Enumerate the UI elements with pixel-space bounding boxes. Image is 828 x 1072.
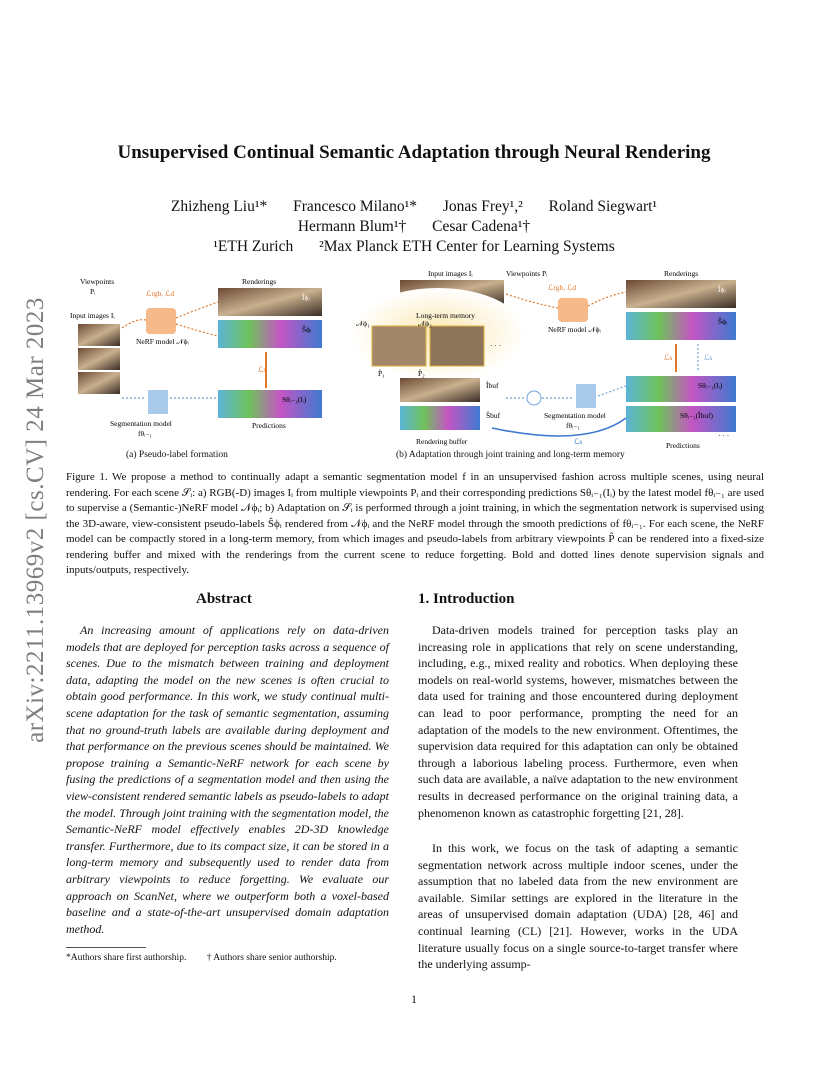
footnotes bbox=[66, 953, 389, 963]
label-b-i-hat: Îϕᵢ bbox=[718, 285, 726, 294]
introduction-heading: 1. Introduction bbox=[418, 591, 515, 607]
label-loss-rgb-d: ℒrgb, ℒd bbox=[146, 289, 175, 298]
label-s-pred: Sθᵢ₋₁(Iᵢ) bbox=[282, 395, 307, 404]
input-image-2 bbox=[78, 348, 120, 370]
author: Roland Siegwart¹ bbox=[548, 198, 658, 215]
b-arrow-buffer-to-seg bbox=[506, 386, 626, 398]
arrow-nerf-to-render bbox=[176, 302, 218, 318]
label-renderings: Renderings bbox=[242, 277, 277, 286]
label-b-ls-1: ℒs bbox=[664, 353, 673, 362]
arrow-input-to-nerf bbox=[122, 320, 146, 328]
prediction-image bbox=[218, 390, 322, 418]
label-n1: 𝒩ϕ₁ bbox=[356, 319, 370, 328]
intro-paragraph-1: Data-driven models trained for perception tasks play an increasing role in applications that rely on scene understanding, including, e.g., mixed reality and robotics. When deploying these models on real-world systems, however, mismatches between the data used for training and those encountered during deployment can lead to poor performance, prompting the need for an adaptation of the models to the new environment. Oftentimes, the supervision data required for this adaptation can only be obtained through a laborious labeling process. Furthermore, even when such data are available, a naïve adaptation to the new environment results in decreased performance on the original training data, a phenomenon known as catastrophic forgetting [21, 28]. bbox=[418, 623, 738, 820]
label-b-ls-2: ℒs bbox=[574, 437, 583, 446]
b-arrow-ls-buffer bbox=[492, 418, 626, 436]
segmentation-network-icon bbox=[148, 390, 168, 414]
label-b-viewpoints: Viewpoints Pᵢ bbox=[506, 269, 548, 278]
label-b-predictions: Predictions bbox=[666, 441, 700, 450]
label-b-seg-sym: fθᵢ₋₁ bbox=[566, 421, 580, 430]
author: Zhizheng Liu¹* bbox=[170, 198, 268, 215]
label-long-term-memory: Long-term memory bbox=[416, 311, 475, 320]
label-b-s-pred-1: Sθᵢ₋₁(Iᵢ) bbox=[698, 381, 723, 390]
input-image-1 bbox=[78, 324, 120, 346]
label-input-images: Input images Iᵢ bbox=[70, 311, 115, 320]
abstract-text: An increasing amount of applications rely on data-driven models that are deployed for perception tasks across a sequence of scenes. Due to the mismatch between training and deployment data, adapting the model on the new scenes is often crucial to obtain good performance. In this work, we study continual multi-scene adaptation for the task of semantic segmentation, assuming that no ground-truth labels are available during deployment and that performance on the previous scenes should be maintained. We propose training a Semantic-NeRF network for each scene by fusing the predictions of a segmentation model and then using the view-consistent rendered semantic labels as pseudo-labels to adapt the model. Through joint training with the segmentation model, the Semantic-NeRF model effectively enables 2D-3D knowledge transfer. Furthermore, due to its compact size, it can be stored in a long-term memory and subsequently used to render data from arbitrary viewpoints to reduce forgetting. We evaluate our approach on ScanNet, where we outperform both a voxel-based baseline and a state-of-the-art unsupervised domain adaptation method. bbox=[66, 623, 389, 936]
label-rendering-buffer: Rendering buffer bbox=[416, 437, 468, 446]
author: Cesar Cadena¹† bbox=[432, 218, 531, 235]
abstract-heading: Abstract bbox=[196, 591, 252, 607]
mix-symbol bbox=[527, 391, 541, 405]
authors-line-2 bbox=[60, 218, 768, 236]
label-b-dots-2: · · · bbox=[718, 431, 730, 440]
label-nerf-model: NeRF model 𝒩ϕᵢ bbox=[136, 337, 189, 346]
intro-paragraph-2: In this work, we focus on the task of adapting a semantic segmentation network across multiple indoor scenes, under the assumption that no labeled data from the new environment are available. Similar settings are explored in the literature in the areas of unsupervised domain adaptation (UDA) [28, 46] and continual learning (CL) [21]. However, works in the UDA literature usually focus on a single source-to-target transfer where the underlying assump- bbox=[418, 841, 738, 972]
label-viewpoints-sym: Pᵢ bbox=[90, 287, 96, 296]
label-b-ls-3: ℒs bbox=[704, 353, 713, 362]
authors-line-1 bbox=[60, 198, 768, 216]
label-s-buf: Ŝbuf bbox=[486, 411, 501, 420]
affiliation: ¹ETH Zurich bbox=[213, 238, 294, 255]
memory-scene-1 bbox=[372, 326, 426, 366]
label-seg-sym: fθᵢ₋₁ bbox=[138, 429, 152, 438]
label-viewpoints: Viewpoints bbox=[80, 277, 115, 286]
buffer-rgb bbox=[400, 378, 480, 402]
figure-caption: Figure 1. We propose a method to continually adapt a semantic segmentation model f in an unsupervised fashion across multiple scenes, using neural rendering. For each scene 𝒮ᵢ: a) RGB(-D) images Iᵢ from multiple viewpoints Pᵢ and their corresponding predictions Sθᵢ₋₁(Iᵢ) by the latest model fθᵢ₋₁ are used to supervise a (Semantic-)NeRF model 𝒩ϕᵢ; b) Adaptation on 𝒮ᵢ is performed through a joint training, in which the segmentation network is supervised using the 3D-aware, view-consistent pseudo-labels Ŝϕᵢ rendered from 𝒩ϕᵢ and the NeRF model through the smooth predictions of fθᵢ₋₁. For each scene, the NeRF model can be compactly stored in a long-term memory, from which images and pseudo-labels from arbitrary viewpoints P̂ can be rendered into a fixed-size rendering buffer and mixed with the renderings from the current scene to reduce forgetting. Bold and dotted lines denote supervision signals and inputs/outputs, respectively. bbox=[66, 471, 764, 576]
label-b-loss: ℒrgb, ℒd bbox=[548, 283, 577, 292]
footnote-rule bbox=[66, 947, 146, 948]
nerf-network-icon bbox=[146, 308, 176, 334]
label-predictions: Predictions bbox=[252, 421, 286, 430]
label-p1: P̂₁ bbox=[378, 369, 385, 378]
label-n2: 𝒩ϕ₂ bbox=[418, 319, 432, 328]
label-b-seg-model: Segmentation model bbox=[544, 411, 606, 420]
label-i-hat: Îϕᵢ bbox=[302, 293, 310, 302]
memory-scene-2 bbox=[430, 326, 484, 366]
label-ls: ℒs bbox=[258, 365, 267, 374]
label-b-renderings: Renderings bbox=[664, 269, 699, 278]
author: Hermann Blum¹† bbox=[297, 218, 407, 235]
arrow-nerf-to-seg bbox=[176, 324, 218, 336]
b-nerf-network-icon bbox=[558, 298, 588, 322]
label-b-s-pred-2: Sθᵢ₋₁(Îbuf) bbox=[680, 411, 714, 420]
b-arrow-input-to-nerf bbox=[506, 294, 558, 308]
footnote-senior-authorship: † Authors share senior authorship. bbox=[206, 953, 337, 963]
author: Jonas Frey¹,² bbox=[442, 198, 523, 215]
label-b-input-images: Input images Iᵢ bbox=[428, 269, 473, 278]
buffer-semantic bbox=[400, 406, 480, 430]
subcaption-a: (a) Pseudo-label formation bbox=[126, 450, 228, 460]
label-p2: P̂₂ bbox=[418, 369, 425, 378]
label-b-s-hat: Ŝϕᵢ bbox=[718, 317, 728, 326]
figure-1-diagram bbox=[66, 268, 766, 464]
label-b-nerf: NeRF model 𝒩ϕᵢ bbox=[548, 325, 601, 334]
paper-title: Unsupervised Continual Semantic Adaptation through Neural Rendering bbox=[117, 142, 711, 163]
footnote-first-authorship: *Authors share first authorship. bbox=[66, 953, 187, 963]
affiliations bbox=[60, 238, 768, 256]
page-number: 1 bbox=[411, 992, 417, 1006]
label-i-buf: Îbuf bbox=[486, 381, 499, 390]
b-arrow-nerf-to-render bbox=[588, 292, 626, 306]
input-image-3 bbox=[78, 372, 120, 394]
figure-1 bbox=[66, 268, 766, 464]
affiliation: ²Max Planck ETH Center for Learning Systems bbox=[319, 238, 615, 255]
b-segmentation-network-icon bbox=[576, 384, 596, 408]
subcaption-b: (b) Adaptation through joint training and long-term memory bbox=[396, 450, 625, 460]
label-b-dots-1: · · · bbox=[490, 341, 502, 350]
label-seg-model: Segmentation model bbox=[110, 419, 172, 428]
label-s-hat: Ŝϕᵢ bbox=[302, 325, 312, 334]
arxiv-stamp: arXiv:2211.13969v2 [cs.CV] 24 Mar 2023 bbox=[22, 297, 49, 743]
author: Francesco Milano¹* bbox=[293, 198, 418, 215]
